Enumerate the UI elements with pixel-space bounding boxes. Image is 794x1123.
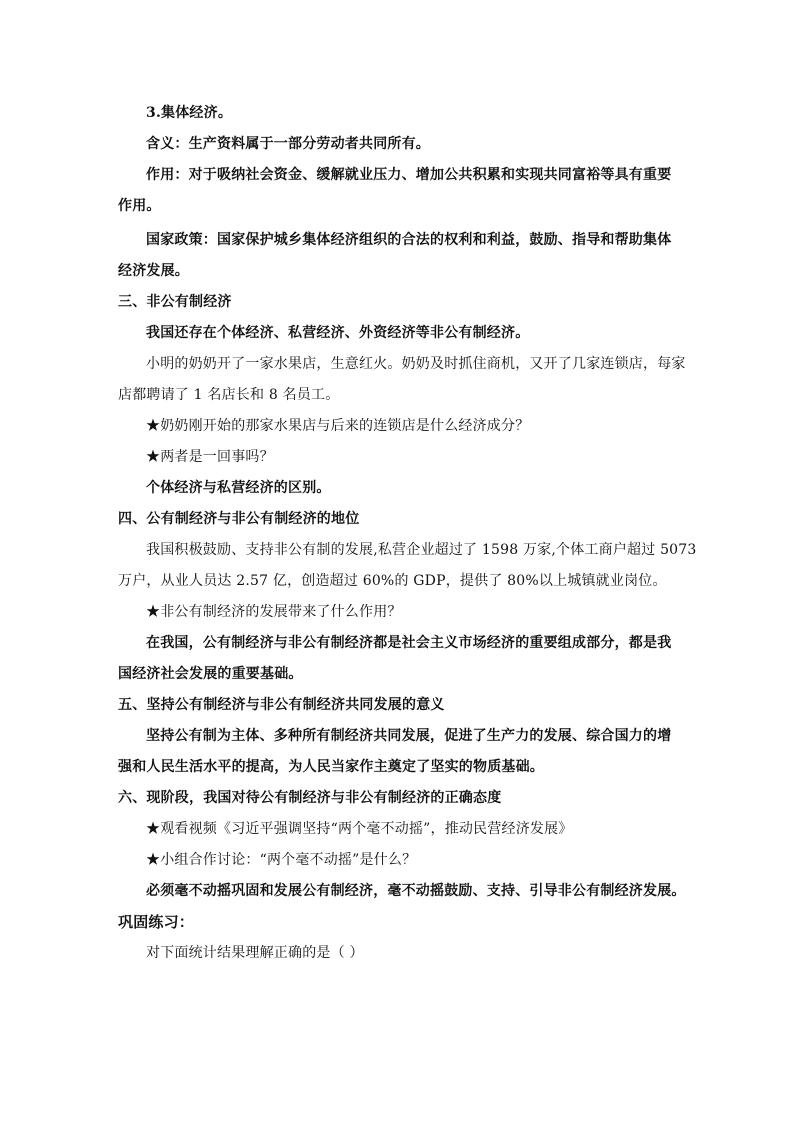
significance-line-1: 坚持公有制为主体、多种所有制经济共同发展，促进了生产力的发展、综合国力的增 bbox=[146, 728, 672, 744]
significance-line-2: 强和人民生活水平的提高，为人民当家作主奠定了坚实的物质基础。 bbox=[118, 759, 544, 775]
attitude-line: 必须毫不动摇巩固和发展公有制经济，毫不动摇鼓励、支持、引导非公有制经济发展。 bbox=[146, 883, 686, 899]
status-line-1: 在我国，公有制经济与非公有制经济都是社会主义市场经济的重要组成部分，都是我 bbox=[146, 635, 672, 651]
role-line-1: 作用：对于吸纳社会资金、缓解就业压力、增加公共积累和实现共同富裕等具有重要 bbox=[146, 167, 672, 183]
definition-line: 含义：生产资料属于一部分劳动者共同所有。 bbox=[146, 136, 430, 152]
status-line-2: 国经济社会发展的重要基础。 bbox=[118, 666, 303, 682]
question-line-3: ★非公有制经济的发展带来了什么作用？ bbox=[146, 604, 402, 620]
discussion-line: ★小组合作讨论：“两个毫不动摇”是什么？ bbox=[146, 852, 417, 868]
section-heading-attitude: 六、现阶段，我国对待公有制经济与非公有制经济的正确态度 bbox=[118, 790, 502, 806]
policy-line-1: 国家政策：国家保护城乡集体经济组织的合法的权利和利益，鼓励、指导和帮助集体 bbox=[146, 232, 672, 248]
fruit-shop-line-1: 小明的奶奶开了一家水果店，生意红火。奶奶及时抓住商机，又开了几家连锁店，每家 bbox=[146, 356, 686, 372]
practice-heading: 巩固练习： bbox=[118, 913, 195, 931]
distinction-line: 个体经济与私营经济的区别。 bbox=[146, 480, 331, 496]
video-line: ★观看视频《习近平强调坚持“两个毫不动摇”，推动民营经济发展》 bbox=[146, 821, 573, 837]
fruit-shop-line-2: 店都聘请了 1 名店长和 8 名员工。 bbox=[118, 387, 340, 403]
section-heading-status: 四、公有制经济与非公有制经济的地位 bbox=[118, 511, 360, 527]
practice-question: 对下面统计结果理解正确的是（ ） bbox=[146, 945, 364, 961]
policy-line-2: 经济发展。 bbox=[118, 263, 189, 279]
section-heading-collective-economy: 3.集体经济。 bbox=[146, 105, 233, 121]
section-heading-significance: 五、坚持公有制经济与非公有制经济共同发展的意义 bbox=[118, 697, 445, 713]
role-line-2: 作用。 bbox=[118, 198, 161, 214]
question-line-2: ★两者是一回事吗？ bbox=[146, 449, 274, 465]
question-line-1: ★奶奶刚开始的那家水果店与后来的连锁店是什么经济成分？ bbox=[146, 418, 530, 434]
statistics-line-1: 我国积极鼓励、支持非公有制的发展,私营企业超过了 1598 万家,个体工商户超过 5073 bbox=[146, 542, 697, 558]
statistics-line-2: 万户，从业人员达 2.57 亿，创造超过 60%的 GDP，提供了 80%以上城镇就业岗位。 bbox=[118, 573, 667, 589]
non-public-economy-line: 我国还存在个体经济、私营经济、外资经济等非公有制经济。 bbox=[146, 325, 530, 341]
section-heading-non-public-economy: 三、非公有制经济 bbox=[118, 294, 232, 310]
